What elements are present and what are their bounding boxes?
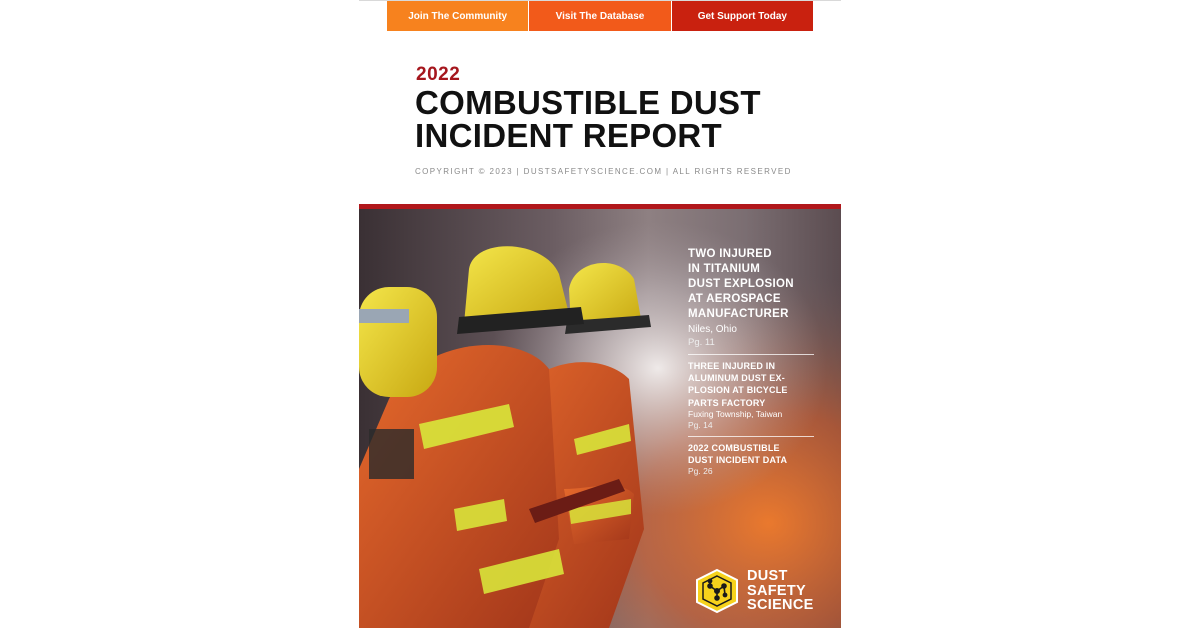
report-title bbox=[415, 86, 761, 152]
dust-safety-science-logo bbox=[694, 568, 814, 614]
cover-image bbox=[359, 209, 841, 628]
copyright-line: COPYRIGHT © 2023 | DUSTSAFETYSCIENCE.COM | ALL RIGHTS RESERVED bbox=[415, 167, 792, 176]
cover-headlines bbox=[688, 247, 814, 477]
logo-line: DUST bbox=[747, 568, 788, 585]
top-nav bbox=[387, 1, 813, 31]
headline-2-line: THREE INJURED IN bbox=[688, 361, 776, 371]
report-year: 2022 bbox=[416, 64, 461, 85]
headline-item-2 bbox=[688, 360, 814, 431]
headline-3-title bbox=[688, 442, 814, 466]
headline-item-1 bbox=[688, 247, 814, 349]
headline-1-title bbox=[688, 247, 814, 322]
join-community-button[interactable]: Join The Community bbox=[387, 1, 528, 31]
headline-2-line: PARTS FACTORY bbox=[688, 397, 766, 408]
headline-1-location: Niles, Ohio bbox=[688, 324, 737, 335]
headline-1-line: MANUFACTURER bbox=[688, 308, 789, 320]
headline-divider bbox=[688, 436, 814, 437]
get-support-button[interactable]: Get Support Today bbox=[672, 1, 813, 31]
headline-1-line: TWO INJURED bbox=[688, 248, 772, 260]
hexagon-molecule-icon bbox=[694, 568, 740, 614]
headline-divider bbox=[688, 354, 814, 355]
report-title-line2: INCIDENT REPORT bbox=[415, 117, 723, 154]
headline-3-line: 2022 COMBUSTIBLE bbox=[688, 442, 780, 453]
report-title-line1: COMBUSTIBLE DUST bbox=[415, 84, 761, 121]
headline-2-line: ALUMINUM DUST EX- bbox=[688, 373, 785, 384]
logo-line: SAFETY bbox=[747, 582, 806, 599]
headline-1-line: AT AEROSPACE bbox=[688, 293, 781, 305]
headline-1-page: Pg. 11 bbox=[688, 337, 715, 348]
logo-wordmark bbox=[747, 569, 814, 613]
visit-database-button[interactable]: Visit The Database bbox=[529, 1, 670, 31]
headline-2-title bbox=[688, 360, 814, 409]
headline-item-3 bbox=[688, 442, 814, 477]
report-cover-page bbox=[359, 0, 841, 628]
headline-1-line: DUST EXPLOSION bbox=[688, 278, 794, 290]
logo-line: SCIENCE bbox=[747, 597, 814, 614]
headline-2-page: Pg. 14 bbox=[688, 419, 713, 430]
headline-2-location: Fuxing Township, Taiwan bbox=[688, 408, 783, 419]
headline-1-line: IN TITANIUM bbox=[688, 263, 761, 275]
headline-3-page: Pg. 26 bbox=[688, 466, 713, 477]
headline-3-line: DUST INCIDENT DATA bbox=[688, 455, 788, 466]
headline-2-line: PLOSION AT BICYCLE bbox=[688, 385, 788, 396]
